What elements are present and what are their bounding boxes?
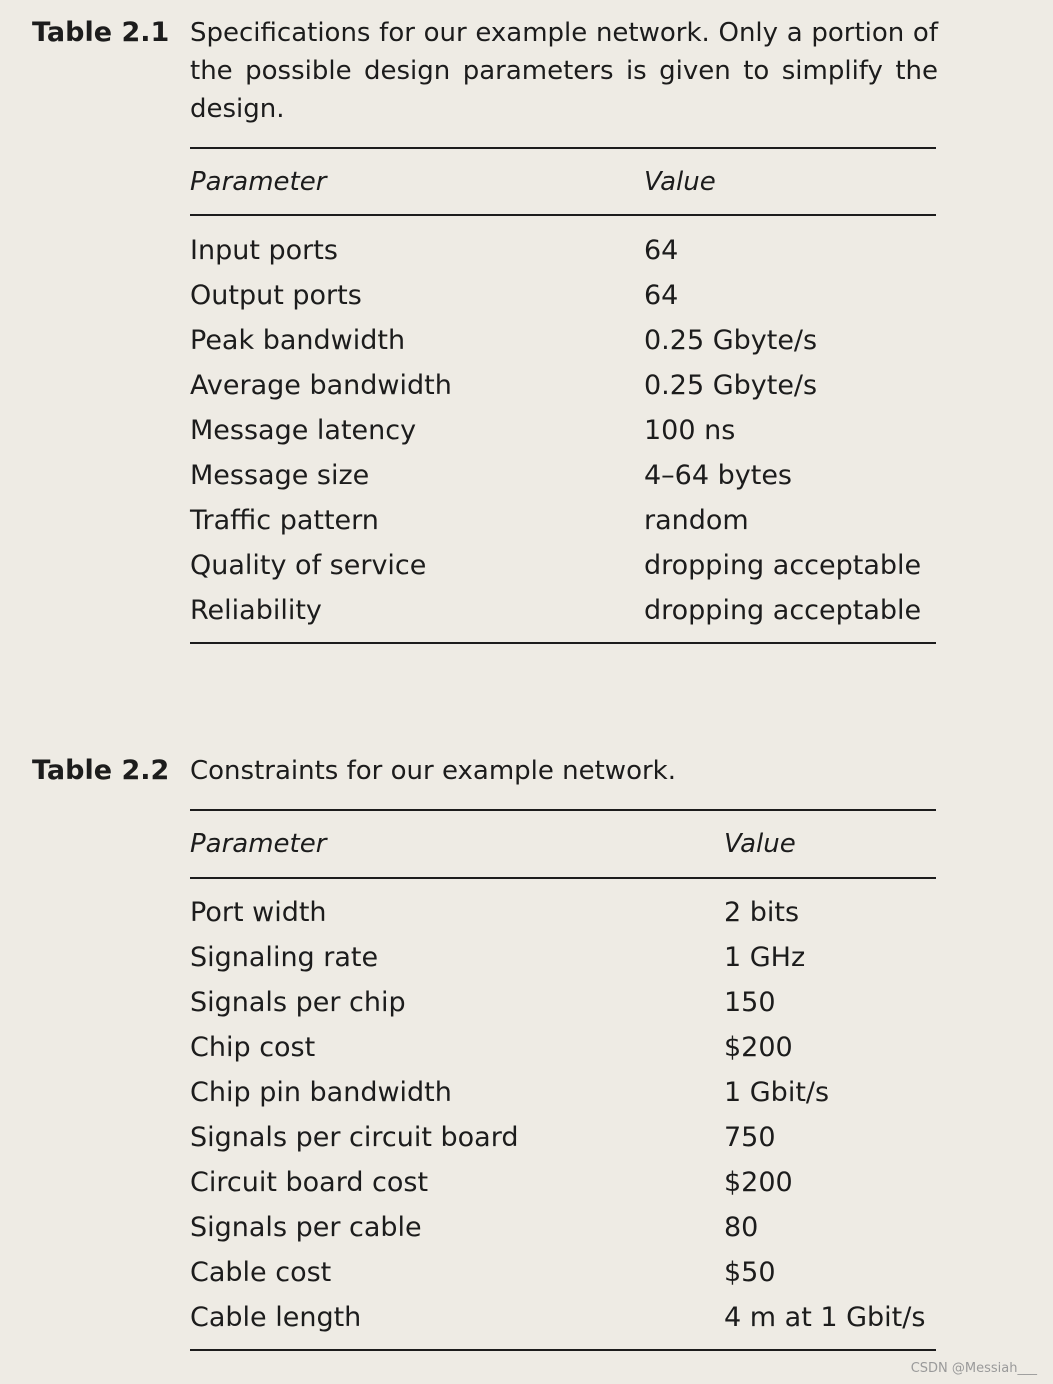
table-row (190, 935, 936, 980)
table-row (190, 408, 936, 453)
table-caption: Constraints for our example network. (190, 756, 676, 786)
bottom-rule (190, 1349, 936, 1351)
parameter-cell: Input ports (190, 235, 338, 266)
parameter-cell: Message size (190, 460, 370, 491)
parameter-cell: Signals per circuit board (190, 1122, 519, 1153)
value-cell: 4 m at 1 Gbit/s (724, 1302, 926, 1333)
table-caption: Specifications for our example network. Only a portion of the possible design parameters is given to simplify the design. (190, 18, 938, 124)
value-cell: 64 (644, 235, 679, 266)
header-rule (190, 877, 936, 879)
bottom-rule (190, 642, 936, 644)
value-cell: 64 (644, 280, 679, 311)
value-cell: 4–64 bytes (644, 460, 792, 491)
table-row (190, 980, 936, 1025)
header-parameter: Parameter (190, 829, 327, 859)
value-cell: 0.25 Gbyte/s (644, 325, 818, 356)
parameter-cell: Cable length (190, 1302, 362, 1333)
parameter-cell: Quality of service (190, 550, 427, 581)
parameter-cell: Signals per chip (190, 987, 406, 1018)
table-row (190, 543, 936, 588)
table-row (190, 273, 936, 318)
table-row (190, 363, 936, 408)
top-rule (190, 147, 936, 149)
table-row (190, 1070, 936, 1115)
parameter-cell: Average bandwidth (190, 370, 452, 401)
parameter-cell: Chip pin bandwidth (190, 1077, 452, 1108)
table-row (190, 453, 936, 498)
parameter-cell: Cable cost (190, 1257, 332, 1288)
table-row (190, 1250, 936, 1295)
table-row (190, 890, 936, 935)
value-cell: 150 (724, 987, 776, 1018)
table-row (190, 1295, 936, 1340)
table-row (190, 1160, 936, 1205)
value-cell: dropping acceptable (644, 550, 922, 581)
value-cell: 750 (724, 1122, 776, 1153)
parameter-cell: Reliability (190, 595, 322, 626)
parameter-cell: Port width (190, 897, 327, 928)
table-row (190, 498, 936, 543)
value-cell: $200 (724, 1032, 793, 1063)
watermark: CSDN @Messiah___ (910, 1361, 1037, 1376)
table-row (190, 588, 936, 633)
header-value: Value (724, 829, 796, 859)
parameter-cell: Peak bandwidth (190, 325, 406, 356)
header-rule (190, 214, 936, 216)
parameter-cell: Message latency (190, 415, 417, 446)
header-parameter: Parameter (190, 167, 327, 197)
table-label: Table 2.1 (32, 17, 170, 48)
value-cell: 1 GHz (724, 942, 806, 973)
value-cell: 80 (724, 1212, 759, 1243)
table-row (190, 318, 936, 363)
table-row (190, 1205, 936, 1250)
parameter-cell: Chip cost (190, 1032, 316, 1063)
table-row (190, 228, 936, 273)
header-value: Value (644, 167, 716, 197)
table-label: Table 2.2 (32, 755, 170, 786)
value-cell: $200 (724, 1167, 793, 1198)
value-cell: dropping acceptable (644, 595, 922, 626)
table-row (190, 1115, 936, 1160)
parameter-cell: Traffic pattern (190, 505, 379, 536)
parameter-cell: Output ports (190, 280, 362, 311)
table-row (190, 1025, 936, 1070)
value-cell: random (644, 505, 749, 536)
value-cell: 2 bits (724, 897, 800, 928)
parameter-cell: Signaling rate (190, 942, 379, 973)
parameter-cell: Signals per cable (190, 1212, 422, 1243)
value-cell: 1 Gbit/s (724, 1077, 830, 1108)
value-cell: $50 (724, 1257, 776, 1288)
parameter-cell: Circuit board cost (190, 1167, 429, 1198)
top-rule (190, 809, 936, 811)
value-cell: 0.25 Gbyte/s (644, 370, 818, 401)
value-cell: 100 ns (644, 415, 736, 446)
